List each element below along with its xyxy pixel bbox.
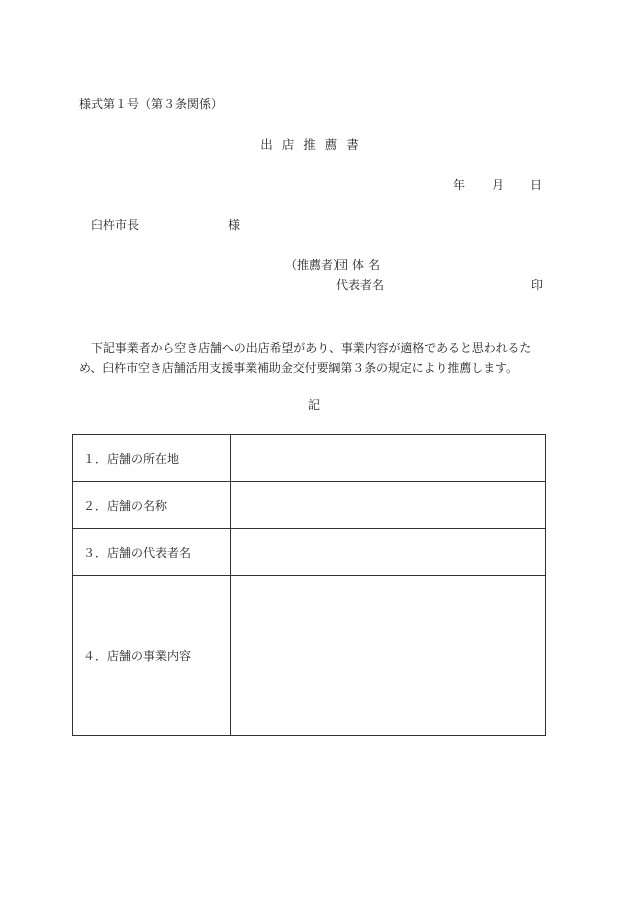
table-row [73, 435, 546, 482]
form-number-label: 様式第１号（第３条関係） [79, 97, 224, 111]
date-day-label: 日 [530, 178, 543, 192]
recommender-label: （推薦者） [285, 258, 346, 272]
row-label-name: ２．店舗の名称 [73, 482, 231, 529]
row-value-name[interactable] [231, 482, 546, 529]
ki-heading: 記 [308, 398, 321, 412]
table-row [73, 576, 546, 736]
organization-name-label: 団体名 [336, 258, 385, 272]
row-value-business[interactable] [231, 576, 546, 736]
honorific: 様 [228, 218, 241, 232]
date-year-label: 年 [453, 178, 466, 192]
table-row [73, 482, 546, 529]
body-paragraph: 下記事業者から空き店舗への出店希望があり、事業内容が適格であると思われるため、臼杵市空き店舗活用支援事業補助金交付要綱第３条の規定により推薦します。 [79, 341, 532, 375]
table-row [73, 529, 546, 576]
row-label-location: １．店舗の所在地 [73, 435, 231, 482]
addressee: 臼杵市長 [91, 218, 140, 232]
row-value-location[interactable] [231, 435, 546, 482]
row-value-representative[interactable] [231, 529, 546, 576]
seal-mark: 印 [531, 278, 544, 292]
row-label-representative: ３．店舗の代表者名 [73, 529, 231, 576]
recommendation-table [72, 434, 546, 736]
document-title: 出店推薦書 [260, 137, 368, 152]
date-month-label: 月 [492, 178, 505, 192]
representative-name-label: 代表者名 [336, 278, 385, 292]
row-label-business: ４．店舗の事業内容 [73, 576, 231, 736]
